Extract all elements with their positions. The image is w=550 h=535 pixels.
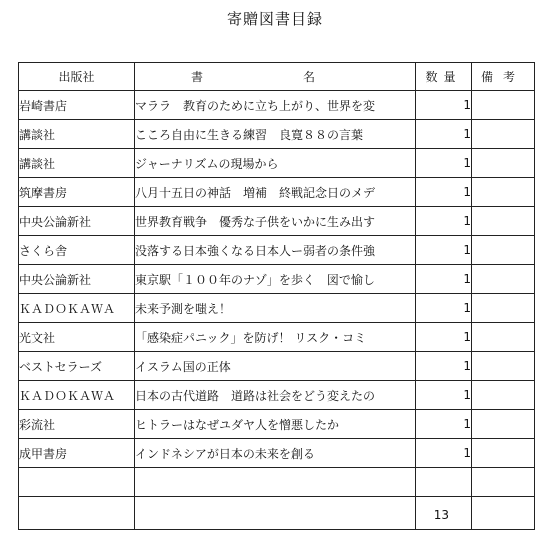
- cell-title: こころ自由に生きる練習 良寛８８の言葉: [135, 120, 416, 149]
- cell-remarks: [472, 236, 535, 265]
- header-title-label: 書 名: [190, 70, 359, 84]
- document-title: 寄贈図書目録: [226, 10, 323, 28]
- table-row: [19, 410, 535, 439]
- cell-publisher: 中央公論新社: [19, 265, 135, 294]
- table-row: [19, 323, 535, 352]
- cell-publisher: さくら舎: [19, 236, 135, 265]
- cell-quantity: 1: [416, 236, 472, 265]
- cell-quantity: 1: [416, 91, 472, 120]
- cell-publisher: 中央公論新社: [19, 207, 135, 236]
- cell-quantity: 1: [416, 178, 472, 207]
- cell-quantity: 1: [416, 207, 472, 236]
- cell-remarks: [472, 410, 535, 439]
- table-row: [19, 381, 535, 410]
- cell-publisher: ベストセラーズ: [19, 352, 135, 381]
- cell-remarks: [472, 468, 535, 497]
- table-row: [19, 468, 535, 497]
- header-publisher: [19, 63, 135, 91]
- cell-remarks: [472, 352, 535, 381]
- cell-quantity: 1: [416, 352, 472, 381]
- cell-quantity: 1: [416, 265, 472, 294]
- cell-title: 世界教育戦争 優秀な子供をいかに生み出す: [135, 207, 416, 236]
- cell-quantity: 1: [416, 120, 472, 149]
- cell-quantity: 1: [416, 381, 472, 410]
- cell-remarks: [472, 323, 535, 352]
- total-remarks-cell: [472, 497, 535, 530]
- cell-publisher: 講談社: [19, 120, 135, 149]
- cell-publisher: 光文社: [19, 323, 135, 352]
- cell-title: [135, 468, 416, 497]
- cell-quantity: 1: [416, 323, 472, 352]
- cell-quantity: 1: [416, 294, 472, 323]
- cell-publisher: 講談社: [19, 149, 135, 178]
- cell-title: 八月十五日の神話 増補 終戦記念日のメデ: [135, 178, 416, 207]
- table-row: [19, 352, 535, 381]
- cell-quantity: 1: [416, 439, 472, 468]
- cell-remarks: [472, 265, 535, 294]
- table-row: [19, 265, 535, 294]
- cell-publisher: 彩流社: [19, 410, 135, 439]
- cell-title: 日本の古代道路 道路は社会をどう変えたの: [135, 381, 416, 410]
- table-row: [19, 91, 535, 120]
- header-row: [19, 63, 535, 91]
- cell-remarks: [472, 178, 535, 207]
- cell-remarks: [472, 149, 535, 178]
- total-publisher-cell: [19, 497, 135, 530]
- cell-publisher: 岩崎書店: [19, 91, 135, 120]
- cell-title: 没落する日本強くなる日本人ー弱者の条件強: [135, 236, 416, 265]
- header-remarks: [472, 63, 535, 91]
- table-row: [19, 178, 535, 207]
- total-quantity: 13: [416, 497, 472, 530]
- header-remarks-label: 備考: [480, 70, 525, 84]
- header-title: [135, 63, 416, 91]
- cell-remarks: [472, 207, 535, 236]
- cell-remarks: [472, 120, 535, 149]
- cell-title: 東京駅「１００年のナゾ」を歩く 図で愉し: [135, 265, 416, 294]
- cell-publisher: [19, 468, 135, 497]
- cell-publisher: 筑摩書房: [19, 178, 135, 207]
- cell-title: マララ 教育のために立ち上がり、世界を変: [135, 91, 416, 120]
- table-row: [19, 120, 535, 149]
- cell-title: ジャーナリズムの現場から: [135, 149, 416, 178]
- table-row: [19, 439, 535, 468]
- cell-remarks: [472, 91, 535, 120]
- header-publisher-label: 出版社: [58, 70, 95, 84]
- cell-remarks: [472, 381, 535, 410]
- table-row: [19, 294, 535, 323]
- cell-publisher: ＫＡＤＯＫＡＷＡ: [19, 381, 135, 410]
- cell-quantity: [416, 468, 472, 497]
- cell-quantity: 1: [416, 410, 472, 439]
- book-catalog-table: [18, 62, 535, 530]
- cell-remarks: [472, 439, 535, 468]
- total-row: [19, 497, 535, 530]
- cell-publisher: 成甲書房: [19, 439, 135, 468]
- table-row: [19, 149, 535, 178]
- cell-remarks: [472, 294, 535, 323]
- cell-title: 「感染症パニック」を防げ！ リスク・コミ: [135, 323, 416, 352]
- header-quantity-label: 数量: [425, 70, 462, 84]
- header-quantity: [416, 63, 472, 91]
- cell-title: イスラム国の正体: [135, 352, 416, 381]
- table-row: [19, 207, 535, 236]
- table-row: [19, 236, 535, 265]
- cell-title: インドネシアが日本の未来を創る: [135, 439, 416, 468]
- cell-title: 未来予測を嗤え！: [135, 294, 416, 323]
- cell-publisher: ＫＡＤＯＫＡＷＡ: [19, 294, 135, 323]
- total-title-cell: [135, 497, 416, 530]
- cell-quantity: 1: [416, 149, 472, 178]
- cell-title: ヒトラーはなぜユダヤ人を憎悪したか: [135, 410, 416, 439]
